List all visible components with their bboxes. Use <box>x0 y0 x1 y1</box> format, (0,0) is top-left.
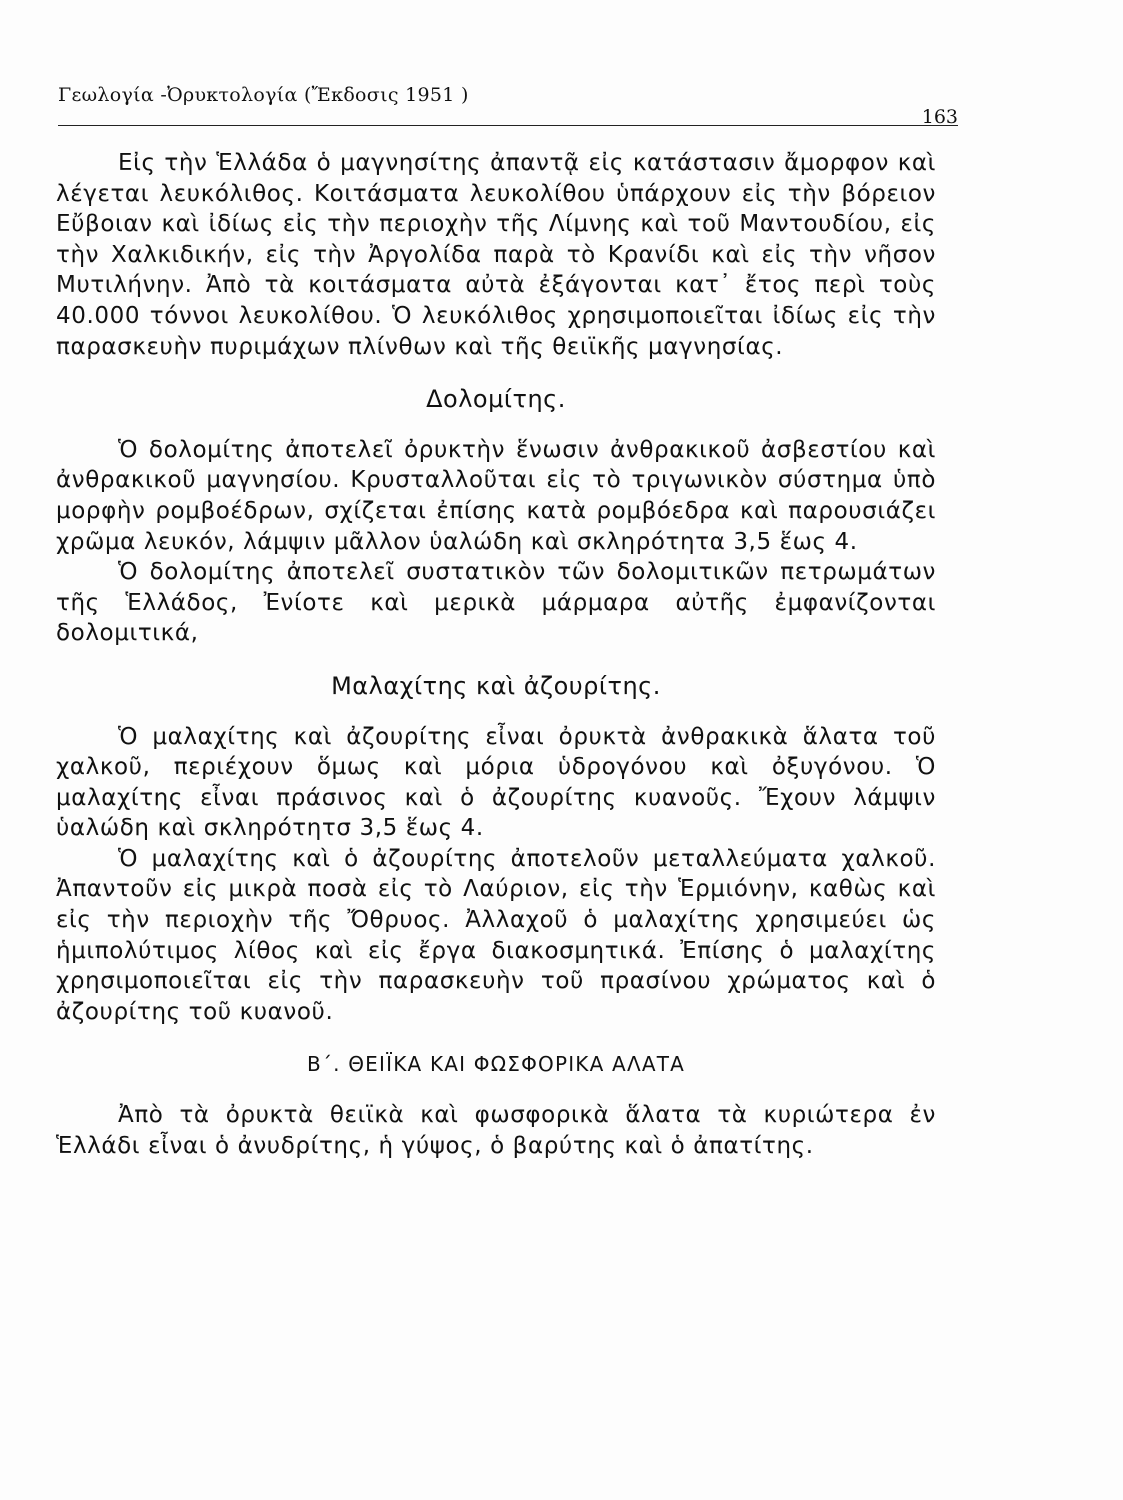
paragraph-malachite-1: Ὁ μαλαχίτης καὶ ἀζουρίτης εἶναι ὀρυκτὰ ἀνθρακικὰ ἅλατα τοῦ χαλκοῦ, περιέχουν ὅμως καὶ μόρια ὑδρογόνου καὶ ὀξυγόνου. Ὁ μαλαχίτης εἶναι πράσινος καὶ ὁ ἀζουρίτης κυανοῦς. Ἔχουν λάμψιν ὑαλώδη καὶ σκληρότητσ 3,5 ἕως 4. <box>56 723 936 842</box>
paragraph-malachite-2: Ὁ μαλαχίτης καὶ ὁ ἀζουρίτης ἀποτελοῦν μεταλλεύματα χαλκοῦ. Ἀπαντοῦν εἰς μικρὰ ποσὰ εἰς τὸ Λαύριον, εἰς τὴν Ἑρμιόνην, καθὼς καὶ εἰς τὴν περιοχὴν τῆς Ὄθρυος. Ἀλλαχοῦ ὁ μαλαχίτης χρησιμεύει ὡς ἡμιπολύτιμος λίθος καὶ εἰς ἔργα διακοσμητικά. Ἐπίσης ὁ μαλαχίτης χρησιμοποιεῖται εἰς τὴν παρασκευὴν τοῦ πρασίνου χρώματος καὶ ὁ ἀζουρίτης τοῦ κυανοῦ. <box>56 845 936 1025</box>
paragraph-dolomite-1: Ὁ δολομίτης ἀποτελεῖ ὀρυκτὴν ἕνωσιν ἀνθρακικοῦ ἀσβεστίου καὶ ἀνθρακικοῦ μαγνησίου. Κρυσταλλοῦται εἰς τὸ τριγωνικὸν σύστημα ὑπὸ μορφὴν ρομβοέδρων, σχίζεται ἐπίσης κατὰ ρομβόεδρα καὶ παρουσιάζει χρῶμα λευκόν, λάμψιν μᾶλλον ὑαλώδη καὶ σκληρότητα 3,5 ἕως 4. <box>56 436 936 555</box>
page-number: 163 <box>921 106 958 128</box>
page-body <box>56 148 936 1161</box>
paragraph-dolomite-2: Ὁ δολομίτης ἀποτελεῖ συστατικὸν τῶν δολομιτικῶν πετρωμάτων τῆς Ἑλλάδος, Ἐνίοτε καὶ μερικὰ μάρμαρα αὐτῆς ἐμφανίζονται δολομιτικά, <box>56 559 936 647</box>
header-title: Γεωλογία -Ὀρυκτολογία (Ἔκδοσις 1951 ) <box>58 84 469 106</box>
heading-dolomite: Δολομίτης. <box>426 385 566 414</box>
running-header <box>58 84 958 128</box>
header-rule <box>58 125 958 126</box>
heading-sulfates-phosphates: Β΄. ΘΕΙΪΚΑ ΚΑΙ ΦΩΣΦΟΡΙΚΑ ΑΛΑΤΑ <box>306 1052 686 1077</box>
paragraph-magnesite: Εἰς τὴν Ἑλλάδα ὁ μαγνησίτης ἀπαντᾷ εἰς κατάστασιν ἄμορφον καὶ λέγεται λευκόλιθος. Κοιτάσματα λευκολίθου ὑπάρχουν εἰς τὴν βόρειον Εὔβοιαν καὶ ἰδίως εἰς τὴν περιοχὴν τῆς Λίμνης καὶ τοῦ Μαντουδίου, εἰς τὴν Χαλκιδικήν, εἰς τὴν Ἀργολίδα παρὰ τὸ Κρανίδι καὶ εἰς τὴν νῆσον Μυτιλήνην. Ἀπὸ τὰ κοιτάσματα αὐτὰ ἐξάγονται κατ᾽ ἔτος περὶ τοὺς 40.000 τόννοι λευκολίθου. Ὁ λευκόλιθος χρησιμοποιεῖται ἰδίως εἰς τὴν παρασκευὴν πυριμάχων πλίνθων καὶ τῆς θειϊκῆς μαγνησίας. <box>56 150 936 360</box>
paragraph-sulfates: Ἀπὸ τὰ ὀρυκτὰ θειϊκὰ καὶ φωσφορικὰ ἅλατα τὰ κυριώτερα ἐν Ἑλλάδι εἶναι ὁ ἀνυδρίτης, ἡ γύψος, ὁ βαρύτης καὶ ὁ ἀπατίτης. <box>56 1102 936 1159</box>
heading-malachite: Μαλαχίτης καὶ ἀζουρίτης. <box>331 671 661 700</box>
